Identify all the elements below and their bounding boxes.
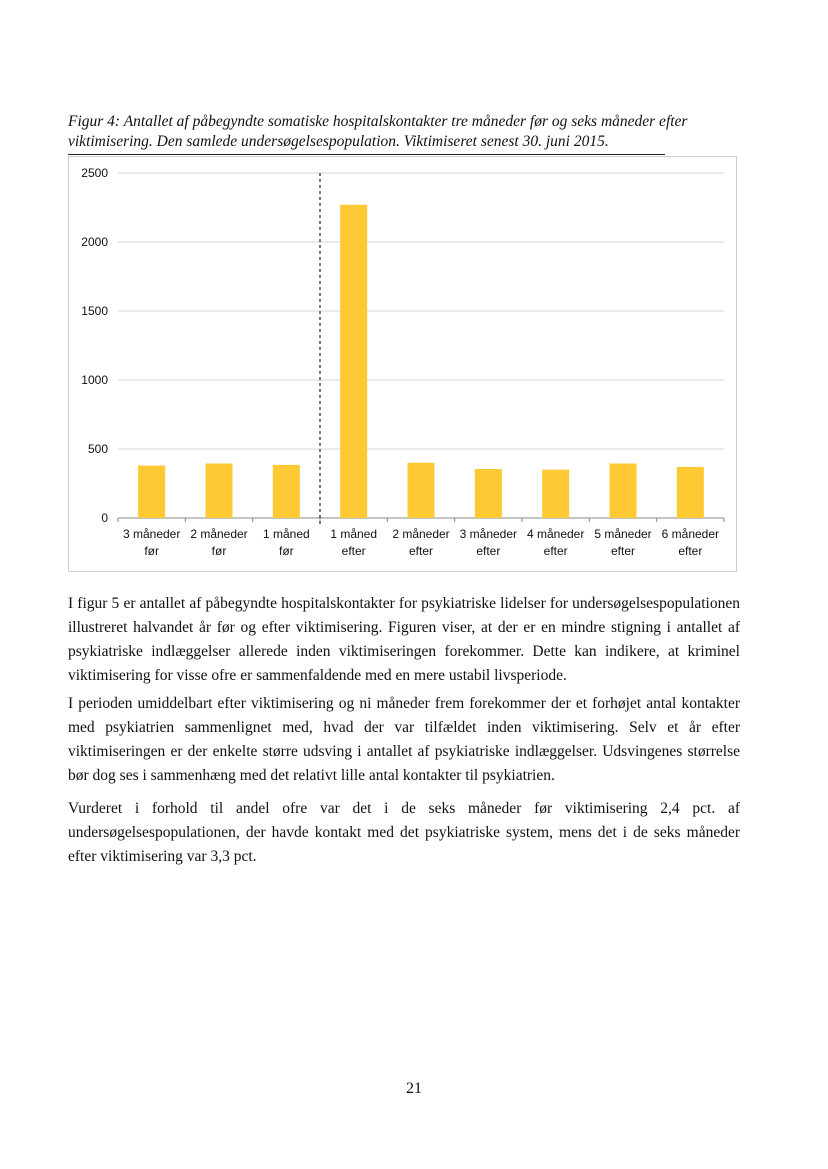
bar <box>475 469 502 518</box>
x-tick-label: før <box>144 544 160 558</box>
x-tick-label: 5 måneder <box>594 527 652 541</box>
bar <box>340 205 367 518</box>
bar <box>206 463 233 518</box>
bar <box>273 465 300 518</box>
x-tick-label: 2 måneder <box>190 527 248 541</box>
page-number: 21 <box>406 1080 422 1097</box>
bar <box>677 467 704 518</box>
x-tick-label: 3 måneder <box>122 527 181 541</box>
x-tick-label: 2 måneder <box>392 527 450 541</box>
x-tick-label: 6 måneder <box>661 527 720 541</box>
x-tick-label: efter <box>408 544 434 558</box>
bar <box>542 470 569 518</box>
x-tick-label: efter <box>476 544 501 558</box>
bar-chart <box>68 156 737 572</box>
x-tick-label: 1 måned <box>262 527 310 541</box>
figure-caption: Figur 4: Antallet af påbegyndte somatiske hospitalskontakter tre måneder før og seks måneder efter viktimisering. Den samlede undersøgelsespopulation. Viktimiseret senest 30. juni 2015. <box>68 113 688 150</box>
x-tick-label: efter <box>610 544 636 558</box>
y-tick-label: 2500 <box>81 166 108 180</box>
x-tick-label: efter <box>678 544 703 558</box>
x-tick-label: før <box>211 544 227 558</box>
y-tick-label: 0 <box>101 511 108 525</box>
paragraph-3: Vurderet i forhold til andel ofre var det i de seks måneder før viktimisering 2,4 pct. af undersøgelsespopulationen, der havde kontakt med det psykiatriske system, mens det i de seks måneder efter viktimisering var 3,3 pct. <box>68 800 740 865</box>
x-tick-label: 4 måneder <box>526 527 585 541</box>
y-tick-label: 1500 <box>81 304 108 318</box>
x-tick-label: efter <box>341 544 366 558</box>
y-tick-label: 1000 <box>81 373 108 387</box>
x-tick-label: efter <box>543 544 568 558</box>
bar <box>408 463 435 518</box>
caption-divider <box>68 154 665 155</box>
bar <box>138 466 165 518</box>
bar <box>610 463 637 518</box>
y-tick-label: 500 <box>87 442 108 456</box>
paragraph-1: I figur 5 er antallet af påbegyndte hospitalskontakter for psykiatriske lidelser for undersøgelsespopulationen illustreret halvandet år før og efter viktimisering. Figuren viser, at der er en mindre stigning i antallet af psykiatriske indlæggelser allerede inden viktimiseringen forekommer. Dette kan indikere, at kriminel viktimisering for visse ofre er sammenfaldende med en mere ustabil livsperiode. <box>68 595 740 684</box>
x-tick-label: før <box>278 544 294 558</box>
x-tick-label: 1 måned <box>330 527 378 541</box>
y-tick-label: 2000 <box>81 235 108 249</box>
paragraph-2: I perioden umiddelbart efter viktimisering og ni måneder frem forekommer der et forhøjet antal kontakter med psykiatrien sammenlignet med, hvad der var tilfældet inden viktimisering. Selv et år efter viktimiseringen er der enkelte større udsving i antallet af psykiatriske indlæggelser. Udsvingenes størrelse bør dog ses i sammenhæng med det relativt lille antal kontakter til psykiatrien. <box>68 695 740 784</box>
x-tick-label: 3 måneder <box>459 527 518 541</box>
